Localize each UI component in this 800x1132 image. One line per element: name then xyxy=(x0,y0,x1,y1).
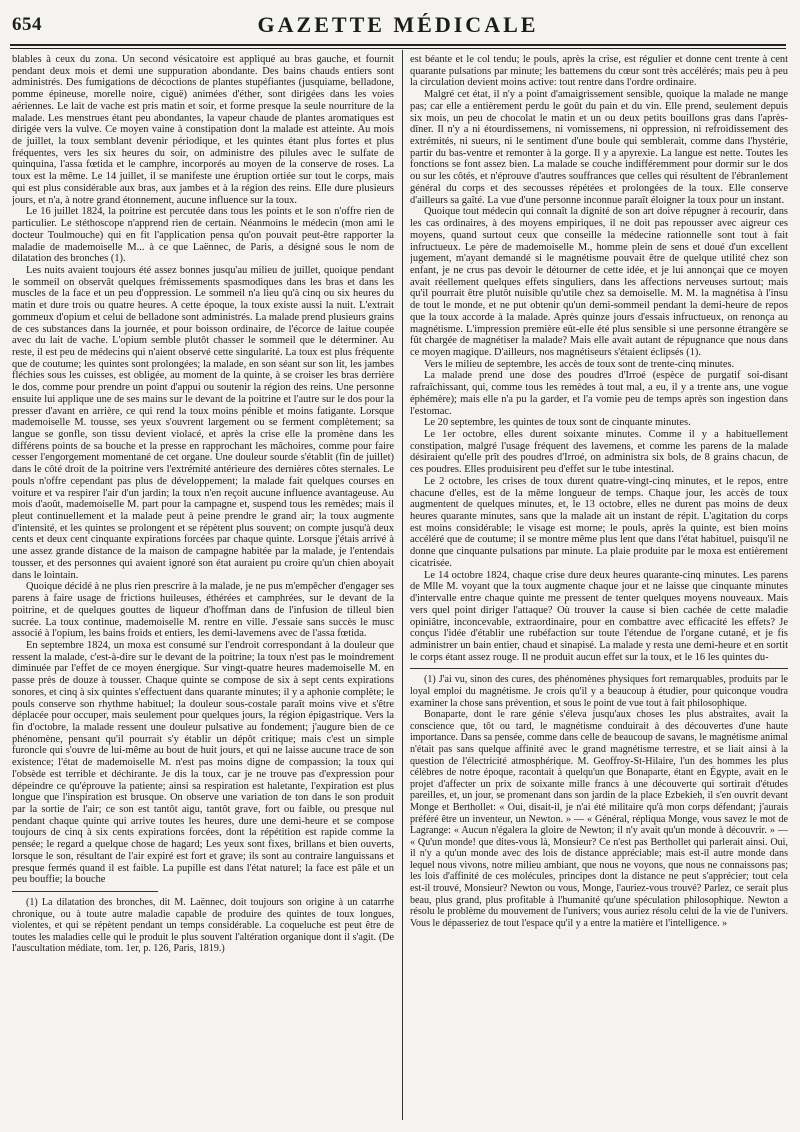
body-paragraph: est béante et le col tendu; le pouls, après la crise, est régulier et donne cent trente à cent quarante pulsations par minute; les battemens du cœur sont très accélérés; mais peu à peu la circulation devient moins active: tout rentre dans l'ordre ordinaire. xyxy=(410,54,788,89)
body-paragraph: Le 20 septembre, les quintes de toux sont de cinquante minutes. xyxy=(424,417,691,429)
body-paragraph: Le 1er octobre, elles durent soixante minutes. Comme il y a habituellement constipation, malgré l'usage fréquent des lavemens, et comme les parens de la malade désiraient qu'elle prît des poudres d'Irroé, on administra six bols, de 8 grains chacun, de ces poudres. Elles produisirent peu d'effet sur le tube intestinal. xyxy=(410,429,788,476)
left-column xyxy=(12,54,394,1124)
footnote xyxy=(410,674,788,929)
header-rule xyxy=(10,44,786,46)
body-paragraph: Vers le milieu de septembre, les accès de toux sont de trente-cinq minutes. xyxy=(424,358,735,370)
body-paragraph: Quoique décidé à ne plus rien prescrire à la malade, je ne pus m'empêcher d'engager ses parens à faire usage de frictions huileuses, éthérées et camphrées, sur le devant de la poitrine, et de quelques gouttes de liqueur d'hoffman dans de l'infusion de tilleul bien sucrée. La toux continue, mademoiselle M. rentre en ville. J'essaie sans succès le musc associé à l'opium, les bains froids et entiers, les demi-lavemens avec de l'assa fœtida. xyxy=(12,581,394,640)
footnote-text: (1) La dilatation des bronches, dit M. Laënnec, doit toujours son origine à un catarrhe chronique, ou à toute autre maladie capable de produire des quintes de toux longues, violentes, et qui se répètent pendant un temps considérable. La coqueluche est peut être de toutes les maladies celle qui le produit le plus souvent l'altération organique dont il s'agit. (De l'auscultation médiate, tom. 1er, p. 126, Paris, 1819.) xyxy=(12,897,394,955)
footnote-rule xyxy=(12,891,158,892)
body-paragraph: La malade prend une dose des poudres d'Irroé (espèce de purgatif soi-disant rafraîchissant, qui, comme tous les remèdes à tout mal, a eu, il y a trente ans, une vogue éphémère); mais elle n'a pu la garder, et l'a vomie peu de temps après son ingestion dans l'estomac. xyxy=(410,370,788,417)
page-header xyxy=(10,10,786,42)
footnote xyxy=(12,897,394,955)
footnote-text: Bonaparte, dont le rare génie s'éleva jusqu'aux choses les plus abstraites, avait la conscience que, tôt ou tard, le magnétisme conduirait à des découvertes d'une haute importance. Dans sa pensée, comme dans celle de beaucoup de savans, le magnétisme animal n'était pas sans quelque affinité avec le grand magnétisme terrestre, et se liait ainsi à la question de l'électricité atmosphérique. M. Geoffroy-St-Hilaire, l'un des hommes les plus célèbres de notre époque, racontait à quelqu'un que Bonaparte, étant en Égypte, avait en le projet d'affecter un prix de soixante mille francs à une découverte qui sortirait d'études pareilles, et, un jour, se promenant dans son jardin de la place Ezbekieh, il s'en ouvrit devant Monge et Berthollet: « Oui, disait-il, je n'ai été militaire qu'à mon corps défendant; j'aurais préféré être un inventeur, un Newton. » — « Général, répliqua Monge, vous savez le mot de Lagrange: « Aucun n'égalera la gloire de Newton; il n'y avait qu'un monde à découvrir. » — « Qu'un monde! que dites-vous là, Monsieur? Ce n'est pas Berthollet qui parlerait ainsi. Oui, il n'y a qu'un monde avec des lois de distance appréciable; mais est-il autre monde dans lequel nous vivons, notre milieu ambiant, que nous ne voyons, que nous ne connaissons pas; les lois d'affinité de ces molécules, principes dont la distance ne peut s'apprécier; tout cela est-il trouvé, Monsieur? Newton ou vous, Monge, l'auriez-vous trouvé? Parlez, ce serait plus beau, plus grand, plus profitable à l'humanité qu'une spéculation philosophique. Newton a résolu le problème du mouvement de l'univers; vous auriez résolu celui de la vie de l'univers. Vous le dépasseriez de tout l'espace qu'il y a entre la matière et l'intelligence. » xyxy=(410,709,788,929)
footnote-text: (1) J'ai vu, sinon des cures, des phénomènes physiques fort remarquables, produits par le loyal emploi du magnétisme. Je crois qu'il y a beaucoup à étudier, pour quiconque voudra examiner la chose sans prévention, et sous le point de vue tout à fait philosophique. xyxy=(410,674,788,709)
body-paragraph: Le 14 octobre 1824, chaque crise dure deux heures quarante-cinq minutes. Les parens de Mlle M. voyant que la toux augmente chaque jour et ne laisse que cinquante minutes d'intervalle entre chaque quinte me pressent de tenter quelques moyens nouveaux. Mais vers quel point diriger l'attaque? Où trouver la cause si bien cachée de cette maladie opiniâtre, inconcevable, extraordinaire, pour en combattre avec efficacité les effets? Je conçus l'idée d'établir une rubéfaction sur toute l'étendue de l'organe cutané, et je fis administrer un bain entier, chaud et sinapisé. La malade y resta une demi-heure et en sortit le corps étant assez rouge. Il ne produit aucun effet sur la toux, et le 16 les quintes du- xyxy=(410,569,788,663)
body-paragraph: Quoique tout médecin qui connaît la dignité de son art doive répugner à recourir, dans les cas ordinaires, à des moyens empiriques, il ne doit pas repousser avec aigreur ces moyens, quand surtout ceux que conseille la médecine rationnelle sont tout à fait infructueux. Le père de mademoiselle M., homme plein de sens et doué d'un excellent jugement, m'ayant demandé si le magnétisme pouvait être de quelque utilité chez son enfant, je ne crus pas devoir le détourner de cette idée, et je lui annonçai que ce moyen avait réellement quelques effets singuliers, dans les affections nerveuses surtout; mais qu'il pourrait être plutôt nuisible qu'utile chez sa demoiselle. M. M. la magnétisa à l'insu de tout le monde, et ne put obtenir qu'un demi-sommeil pendant la demi-heure de repos que la toux accorde à la malade. Après quinze jours d'essais infructueux, on renonça au magnétisme. L'impression première eût-elle été plus sensible si une personne étrangère se fût chargée de magnétiser la malade? Mais elle avait autant de répugnance que nous dans ce moyen magique. D'ailleurs, nos magnétiseurs s'étaient éclipsés (1). xyxy=(410,206,788,358)
body-paragraph: blables à ceux du zona. Un second vésicatoire est appliqué au bras gauche, et fournit pendant deux mois et demi une suppuration abondante. Des bains chauds entiers sont administrés. Des fumigations de décoctions de plantes stupéfiantes (jusquiame, belladone, pomme épineuse, morelle noire, ciguë) animées d'éther, sont dirigées dans les voies aériennes. Le lait de vache est pris matin et soir, et forme presque la seule nourriture de la malade. Les menstrues étant peu abondantes, la vapeur chaude de plantes aromatiques est dirigée vers la vulve. Ce moyen vaine à constipation dont la malade est atteinte. Au mois de juillet, la toux semblant devenir périodique, et les quintes étant plus fortes et plus fréquentes, vers les six heures du soir, on administre des pilules avec le sulfate de quinquina, l'assa fœtida et le camphre, incorporés au moyen de la conserve de roses. La toux est la même. Le 14 juillet, il se manifeste une éruption ortiée sur tout le corps, mais qui est plus considérable aux bras, aux jambes et à la région des reins. Elle dure plusieurs jours, et n'a, à notre grand étonnement, aucune influence sur la toux. xyxy=(12,54,394,206)
right-column xyxy=(410,54,788,1124)
journal-title: GAZETTE MÉDICALE xyxy=(257,12,539,37)
column-divider xyxy=(402,50,403,1120)
header-rule-thin xyxy=(10,48,786,49)
page-number: 654 xyxy=(12,14,42,35)
body-paragraph: Les nuits avaient toujours été assez bonnes jusqu'au milieu de juillet, quoique pendant le sommeil on observât quelques frémissements spasmodiques dans les bras et dans les muscles de la face et un peu d'oppression. Le sommeil n'a lieu qu'à cinq ou six heures du matin et dure trois ou quatre heures. A cette époque, la toux existe aussi la nuit. L'extrait gommeux d'opium et celui de belladone sont administrés. La malade prend plusieurs grains de ces substances dans la journée, et pour boisson ordinaire, de l'écorce de laitue coupée avec du lait de vache. L'opium semble plutôt chasser le sommeil que le déterminer. Au reste, il est peu de médecins qui n'aient observé cette singularité. La toux est plus fréquente que de coutume; les quintes sont prolongées; la malade, en son séant sur son lit, les jambes fléchies sous les cuisses, est obligée, au moment de la quinte, à se croiser les bras derrière le dos, comme pour prendre un point d'appui ou soutenir la région des reins. Une personne ensuite lui applique une de ses mains sur le devant de la poitrine et l'autre sur le dos pour la presser d'avant en arrière, ce qui rend la toux moins pénible et moins fatigante. Lorsque mademoiselle M. tousse, ses yeux s'ouvrent largement ou se ferment complètement; sa langue se gonfle, son tissu devient violacé, et après la crise elle la promène dans les différens points de sa bouche et la presse en rapprochant les mâchoires, comme pour faire cesser l'engorgement momentané de cet organe. Une douleur sourde s'établit (fin de juillet) dans le côté droit de la poitrine vers l'extrémité antérieure des dernières côtes sternales. Le pouls n'offre cependant pas plus de développement; la malade fait quelques courses en voiture et va respirer l'air d'un jardin; la toux n'en reçoit aucune influence avantageuse. Au mois d'août, mademoiselle M. part pour la campagne et, suspend tous les remèdes; mais il pleut continuellement et la malade peut à peine prendre le grand air; la toux augmente d'intensité, et les quintes se prolongent et se répètent plus souvent; on compte jusqu'à deux cents et deux cent cinquante expirations forcées par chaque quinte. Lorsque j'étais arrivé à une assez grande distance de la maison de campagne habitée par la malade, je l'entendais tousser, et des personnes qui avaient ignoré son état auraient pu croire qu'un chien aboyait dans le lointain. xyxy=(12,264,394,581)
body-paragraph: Malgré cet état, il n'y a point d'amaigrissement sensible, quoique la malade ne mange pas; car elle a entièrement perdu le goût du pain et du vin. Elle prend, seulement depuis six mois, un peu de chocolat le matin et un ou deux petits bouillons gras dans l'après-dîner. Il n'y a ni étourdissemens, ni vomissemens, ni oppression, ni refroidissement des extrémités, ni sueurs, ni le sentiment d'une boule qui semblerait, comme dans l'hystérie, partir du bas-ventre et remonter à la gorge. Il y a apyrexie. La langue est nette. Toutes les fonctions se font assez bien. La malade se couche indifféremment pour dormir sur le dos ou sur les côtés, et n'éprouve d'autres souffrances que celles qui résultent de l'ébranlement général du corps et des secousses répétées et prolongées de la toux. Elle conserve d'ailleurs sa gaîté. La vue d'une personne inconnue paraît éloigner la toux pour un instant. xyxy=(410,89,788,206)
body-paragraph: Le 2 octobre, les crises de toux durent quatre-vingt-cinq minutes, et le repos, entre chacune d'elles, est de la même longueur de temps. Chaque jour, les accès de toux augmentent de quelques minutes, et, le 13 octobre, elles ne durent pas moins de deux heures quarante minutes, sans que la malade ait un instant de répit. L'agitation du corps est moins considérable; le visage est morne; le pouls, après la quinte, est bien moins accéléré que de coutume; il se montre même plus lent que dans l'état habituel, puisqu'il ne donne que cinquante pulsations par minute. La plaie produite par le moxa est entièrement cicatrisée. xyxy=(410,475,788,569)
footnote-rule xyxy=(410,668,788,669)
body-paragraph: En septembre 1824, un moxa est consumé sur l'endroit correspondant à la douleur que ressent la malade, c'est-à-dire sur le devant de la poitrine; la toux n'est pas le moindrement diminuée par l'effet de ce moyen énergique. Sur vingt-quatre heures mademoiselle M. en passe près de douze à tousser. Chaque quinte se compose de six à sept cents expirations sonores, et cinq à six quintes s'effectuent dans quarante minutes; il y a aphonie complète; le pouls conserve son rhythme habituel; la douleur sous-costale paraît moins vive et s'être déplacée pour occuper, mais seulement pour quelques jours, la région épigastrique. Vers la fin d'octobre, la malade ressent une douleur pulsative au fondement; j'augure bien de ce phénomène, pensant qu'il pourrait s'y établir un dépôt critique; mais c'est un simple furoncle qui s'ouvre de lui-même au bout de huit jours, et qui ne laisse aucune trace de son existence; l'état de mademoiselle M. n'est pas moins digne de compassion; la toux qui l'obsède est terrible et déchirante. Je dis la toux, car je ne trouve pas d'expression pour dépeindre ce qu'éprouve la patiente; ainsi sa respiration est haletante, l'expiration est plus longue que l'inspiration est brusque. On observe une variation de ton dans le son produit par la sortie de l'air; ce son est tantôt aigu, tantôt grave, fort ou faible, ou presque nul pendant chaque quinte qui arrive toutes les heures, dure une demi-heure et se compose toujours de cinq à six cents expirations forcées, dont la répétition est rapide comme la pensée; le regard a quelque chose de hagard; Les yeux sont fixes, brillans et bien ouverts, lorsque le son, résultant de l'air expiré est fort et grave; ils sont au contraire languissans et presque fermés quand il est faible. La pupille est dans l'état naturel; la face est pâle et un peu bouffie; la bouche xyxy=(12,639,394,886)
body-paragraph: Le 16 juillet 1824, la poitrine est percutée dans tous les points et le son n'offre rien de particulier. Le stéthoscope n'apprend rien de certain. Néanmoins le médecin (mon ami le docteur Toulmouche) qui en fit l'application pensa qu'on pouvait peut-être rapporter la maladie de mademoiselle M... à ce que Laënnec, de Paris, a désigné sous le nom de dilatation des bronches (1). xyxy=(12,206,394,265)
